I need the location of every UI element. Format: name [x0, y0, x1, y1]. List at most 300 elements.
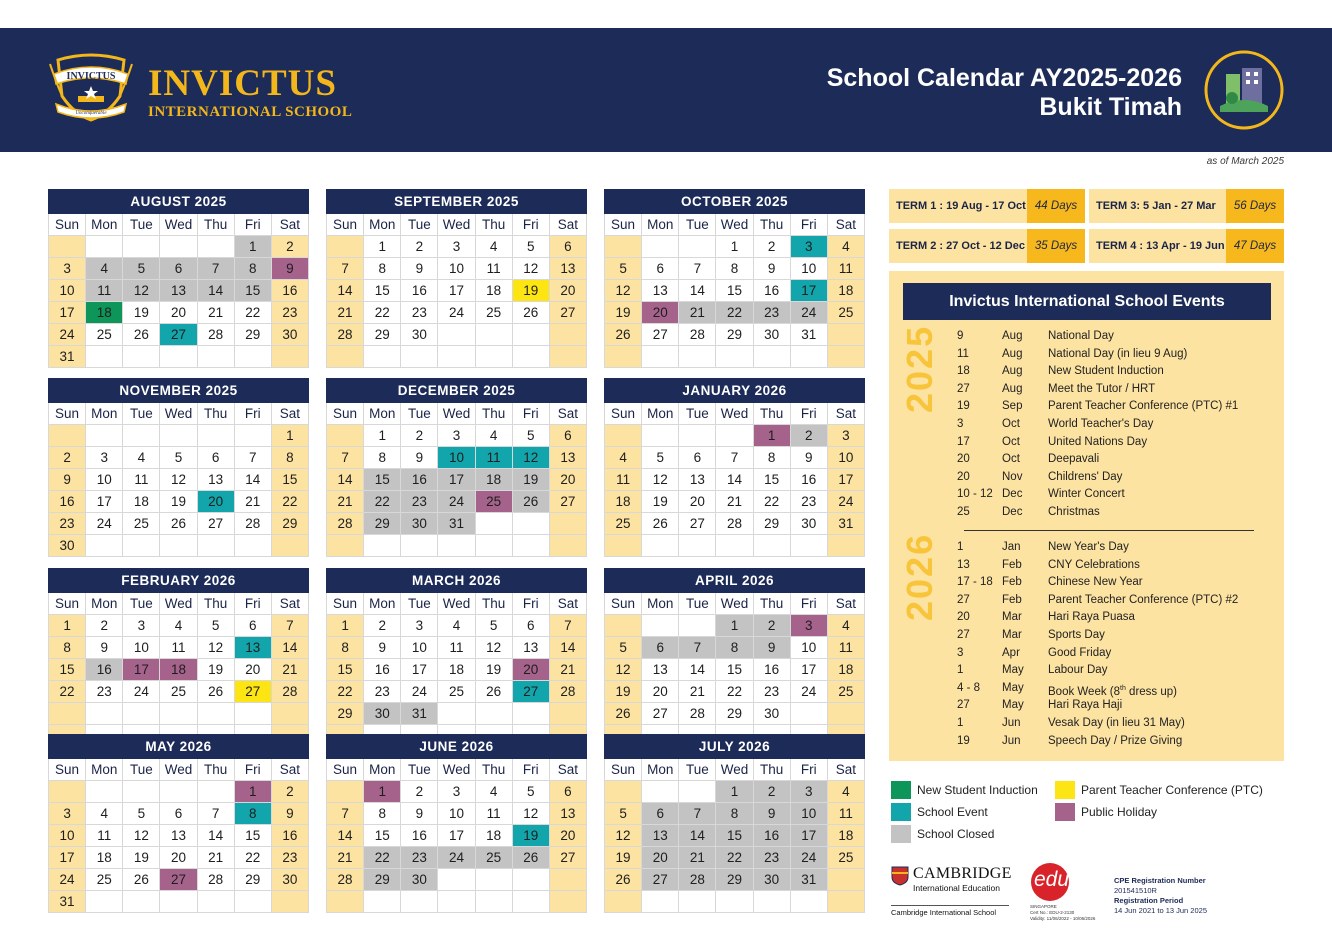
- empty-cell: [476, 891, 513, 913]
- event-date: 20: [957, 453, 970, 466]
- weekday-header: Tue: [401, 593, 438, 615]
- term-label: TERM 1 : 19 Aug - 17 Oct: [896, 200, 1026, 212]
- day-cell: 29: [364, 869, 401, 891]
- day-cell: 16: [272, 280, 309, 302]
- month-grid: [48, 759, 309, 913]
- empty-cell: [272, 891, 309, 913]
- day-cell: 25: [160, 681, 197, 703]
- day-cell: 1: [49, 615, 86, 637]
- day-cell: 9: [401, 447, 438, 469]
- weekday-header: Fri: [513, 759, 550, 781]
- day-cell: 4: [86, 258, 123, 280]
- day-cell: 9: [401, 258, 438, 280]
- weekday-header: Tue: [679, 403, 716, 425]
- event-month: Jun: [1002, 734, 1021, 747]
- day-cell: 2: [401, 781, 438, 803]
- day-cell: 18: [476, 280, 513, 302]
- day-cell: 11: [476, 803, 513, 825]
- empty-cell: [716, 891, 753, 913]
- day-cell: 29: [716, 703, 753, 725]
- day-cell: 15: [716, 280, 753, 302]
- day-cell: 3: [438, 236, 475, 258]
- event-month: Feb: [1002, 576, 1022, 589]
- weekday-header: Sat: [828, 593, 865, 615]
- weekday-header: Wed: [716, 759, 753, 781]
- day-cell: 14: [198, 825, 235, 847]
- weekday-header: Sat: [550, 214, 587, 236]
- day-cell: 30: [754, 703, 791, 725]
- day-cell: 22: [716, 847, 753, 869]
- day-cell: 16: [754, 280, 791, 302]
- day-cell: 7: [327, 803, 364, 825]
- event-month: Feb: [1002, 593, 1022, 606]
- day-cell: 20: [198, 491, 235, 513]
- day-cell: 20: [160, 847, 197, 869]
- day-cell: 26: [642, 513, 679, 535]
- day-cell: 30: [754, 324, 791, 346]
- day-cell: 10: [49, 825, 86, 847]
- day-cell: 6: [160, 803, 197, 825]
- day-cell: 13: [642, 659, 679, 681]
- month-title: JULY 2026: [604, 734, 865, 759]
- day-cell: 16: [364, 659, 401, 681]
- weekday-header: Fri: [791, 214, 828, 236]
- empty-cell: [550, 703, 587, 725]
- day-cell: 1: [235, 236, 272, 258]
- event-month: May: [1002, 699, 1024, 712]
- weekday-header: Wed: [716, 403, 753, 425]
- weekday-header: Sat: [550, 759, 587, 781]
- day-cell: 2: [754, 781, 791, 803]
- cpe-registration: [1114, 876, 1207, 916]
- event-name: Parent Teacher Conference (PTC) #1: [1048, 400, 1239, 413]
- event-name: Meet the Tutor / HRT: [1048, 382, 1156, 395]
- day-cell: 21: [272, 659, 309, 681]
- day-cell: 25: [828, 681, 865, 703]
- day-cell: 11: [438, 637, 475, 659]
- empty-cell: [550, 891, 587, 913]
- weekday-header: Wed: [160, 214, 197, 236]
- day-cell: 17: [438, 469, 475, 491]
- day-cell: 29: [272, 513, 309, 535]
- day-cell: 28: [198, 324, 235, 346]
- day-cell: 15: [364, 469, 401, 491]
- empty-cell: [160, 703, 197, 725]
- day-cell: 6: [235, 615, 272, 637]
- day-cell: 30: [49, 535, 86, 557]
- day-cell: 26: [605, 324, 642, 346]
- event-date: 10 - 12: [957, 488, 993, 501]
- day-cell: 5: [605, 803, 642, 825]
- day-cell: 13: [642, 825, 679, 847]
- day-cell: 7: [327, 447, 364, 469]
- campus-badge-icon: [1204, 50, 1284, 130]
- day-cell: 9: [272, 803, 309, 825]
- day-cell: 18: [476, 825, 513, 847]
- day-cell: 23: [86, 681, 123, 703]
- day-cell: 2: [364, 615, 401, 637]
- empty-cell: [198, 236, 235, 258]
- day-cell: 30: [791, 513, 828, 535]
- empty-cell: [401, 346, 438, 368]
- day-cell: 26: [476, 681, 513, 703]
- weekday-header: Thu: [754, 593, 791, 615]
- day-cell: 2: [86, 615, 123, 637]
- empty-cell: [828, 535, 865, 557]
- empty-cell: [754, 535, 791, 557]
- day-cell: 18: [828, 280, 865, 302]
- weekday-header: Thu: [754, 759, 791, 781]
- day-cell: 27: [160, 869, 197, 891]
- empty-cell: [364, 535, 401, 557]
- empty-cell: [754, 346, 791, 368]
- empty-cell: [716, 346, 753, 368]
- day-cell: 10: [123, 637, 160, 659]
- empty-cell: [198, 346, 235, 368]
- day-cell: 28: [327, 324, 364, 346]
- empty-cell: [716, 425, 753, 447]
- term-days: 47 Days: [1226, 229, 1284, 263]
- month-grid: [326, 403, 587, 557]
- empty-cell: [605, 781, 642, 803]
- day-cell: 14: [550, 637, 587, 659]
- month-title: JUNE 2026: [326, 734, 587, 759]
- day-cell: 26: [513, 847, 550, 869]
- weekday-header: Wed: [716, 593, 753, 615]
- day-cell: 26: [605, 703, 642, 725]
- weekday-header: Mon: [364, 759, 401, 781]
- day-cell: 19: [198, 659, 235, 681]
- empty-cell: [235, 703, 272, 725]
- day-cell: 22: [272, 491, 309, 513]
- empty-cell: [327, 891, 364, 913]
- day-cell: 19: [642, 491, 679, 513]
- year-2026-label: 2026: [899, 532, 940, 621]
- month-title: FEBRUARY 2026: [48, 568, 309, 593]
- month-grid: [48, 214, 309, 368]
- day-cell: 21: [235, 491, 272, 513]
- day-cell: 7: [327, 258, 364, 280]
- event-month: Aug: [1002, 330, 1023, 342]
- day-cell: 25: [828, 302, 865, 324]
- weekday-header: Sun: [605, 759, 642, 781]
- empty-cell: [438, 869, 475, 891]
- empty-cell: [476, 513, 513, 535]
- month-title: NOVEMBER 2025: [48, 378, 309, 403]
- event-name: New Year's Day: [1048, 541, 1129, 553]
- day-cell: 20: [550, 825, 587, 847]
- weekday-header: Tue: [679, 759, 716, 781]
- day-cell: 25: [86, 869, 123, 891]
- day-cell: 5: [476, 615, 513, 637]
- weekday-header: Mon: [364, 214, 401, 236]
- legend-label: Parent Teacher Conference (PTC): [1081, 783, 1263, 797]
- empty-cell: [160, 425, 197, 447]
- empty-cell: [123, 346, 160, 368]
- day-cell: 1: [364, 425, 401, 447]
- empty-cell: [476, 703, 513, 725]
- day-cell: 6: [642, 258, 679, 280]
- day-cell: 17: [791, 825, 828, 847]
- day-cell: 22: [754, 491, 791, 513]
- legend-swatch: [891, 781, 911, 799]
- empty-cell: [550, 324, 587, 346]
- weekday-header: Fri: [791, 593, 828, 615]
- day-cell: 14: [235, 469, 272, 491]
- event-month: Aug: [1002, 365, 1023, 378]
- day-cell: 8: [364, 258, 401, 280]
- day-cell: 7: [198, 803, 235, 825]
- empty-cell: [828, 703, 865, 725]
- empty-cell: [642, 781, 679, 803]
- empty-cell: [272, 703, 309, 725]
- day-cell: 11: [86, 280, 123, 302]
- day-cell: 12: [642, 469, 679, 491]
- empty-cell: [679, 615, 716, 637]
- day-cell: 28: [716, 513, 753, 535]
- weekday-header: Sun: [49, 593, 86, 615]
- weekday-header: Sun: [327, 403, 364, 425]
- event-name-sup: th: [1120, 684, 1126, 692]
- weekday-header: Mon: [86, 214, 123, 236]
- weekday-header: Fri: [235, 593, 272, 615]
- day-cell: 25: [438, 681, 475, 703]
- empty-cell: [160, 535, 197, 557]
- as-of-note: as of March 2025: [1206, 156, 1284, 167]
- month-4: [48, 378, 309, 557]
- day-cell: 18: [605, 491, 642, 513]
- day-cell: 1: [716, 615, 753, 637]
- empty-cell: [642, 891, 679, 913]
- day-cell: 12: [605, 280, 642, 302]
- weekday-header: Sun: [49, 214, 86, 236]
- day-cell: 28: [327, 513, 364, 535]
- cambridge-sub: International Education: [913, 883, 1000, 893]
- day-cell: 24: [438, 847, 475, 869]
- day-cell: 6: [642, 637, 679, 659]
- empty-cell: [513, 513, 550, 535]
- weekday-header: Mon: [642, 214, 679, 236]
- term-2: [889, 229, 1085, 263]
- day-cell: 16: [754, 825, 791, 847]
- weekday-header: Fri: [513, 593, 550, 615]
- day-cell: 2: [401, 236, 438, 258]
- weekday-header: Fri: [791, 403, 828, 425]
- day-cell: 4: [86, 803, 123, 825]
- year-2025-label: 2025: [899, 324, 940, 413]
- empty-cell: [123, 703, 160, 725]
- day-cell: 8: [716, 637, 753, 659]
- day-cell: 21: [327, 302, 364, 324]
- empty-cell: [754, 891, 791, 913]
- day-cell: 16: [49, 491, 86, 513]
- day-cell: 22: [364, 847, 401, 869]
- month-grid: [48, 593, 309, 747]
- event-month: Sep: [1002, 400, 1023, 413]
- empty-cell: [605, 236, 642, 258]
- day-cell: 6: [513, 615, 550, 637]
- day-cell: 29: [235, 324, 272, 346]
- empty-cell: [605, 535, 642, 557]
- day-cell: 6: [679, 447, 716, 469]
- day-cell: 24: [86, 513, 123, 535]
- day-cell: 14: [716, 469, 753, 491]
- weekday-header: Wed: [160, 759, 197, 781]
- day-cell: 5: [160, 447, 197, 469]
- day-cell: 14: [679, 659, 716, 681]
- day-cell: 25: [86, 324, 123, 346]
- day-cell: 13: [679, 469, 716, 491]
- empty-cell: [513, 535, 550, 557]
- weekday-header: Sun: [49, 403, 86, 425]
- day-cell: 27: [235, 681, 272, 703]
- day-cell: 1: [716, 236, 753, 258]
- day-cell: 28: [550, 681, 587, 703]
- weekday-header: Sun: [327, 593, 364, 615]
- weekday-header: Wed: [716, 214, 753, 236]
- day-cell: 5: [605, 637, 642, 659]
- month-7: [48, 568, 309, 747]
- day-cell: 31: [791, 324, 828, 346]
- empty-cell: [401, 535, 438, 557]
- day-cell: 3: [86, 447, 123, 469]
- events-panel: [889, 271, 1284, 761]
- day-cell: 7: [679, 637, 716, 659]
- day-cell: 22: [364, 491, 401, 513]
- day-cell: 28: [235, 513, 272, 535]
- empty-cell: [364, 891, 401, 913]
- empty-cell: [605, 615, 642, 637]
- day-cell: 20: [235, 659, 272, 681]
- day-cell: 31: [49, 346, 86, 368]
- cambridge-shield-icon: [891, 866, 909, 886]
- empty-cell: [86, 781, 123, 803]
- event-name: Speech Day / Prize Giving: [1048, 734, 1183, 747]
- day-cell: 31: [828, 513, 865, 535]
- day-cell: 18: [828, 659, 865, 681]
- day-cell: 7: [272, 615, 309, 637]
- event-month: Jun: [1002, 717, 1021, 729]
- day-cell: 12: [605, 659, 642, 681]
- empty-cell: [401, 891, 438, 913]
- event-date: 13: [957, 558, 970, 571]
- cambridge-name: CAMBRIDGE: [913, 865, 1012, 882]
- day-cell: 5: [605, 258, 642, 280]
- day-cell: 27: [642, 703, 679, 725]
- day-cell: 4: [476, 425, 513, 447]
- month-grid: [48, 403, 309, 557]
- empty-cell: [86, 425, 123, 447]
- day-cell: 12: [123, 825, 160, 847]
- day-cell: 11: [605, 469, 642, 491]
- empty-cell: [550, 513, 587, 535]
- empty-cell: [123, 535, 160, 557]
- day-cell: 11: [160, 637, 197, 659]
- day-cell: 20: [550, 280, 587, 302]
- day-cell: 28: [679, 324, 716, 346]
- event-date: 1: [957, 664, 964, 677]
- weekday-header: Wed: [160, 403, 197, 425]
- day-cell: 31: [401, 703, 438, 725]
- day-cell: 7: [198, 258, 235, 280]
- day-cell: 29: [716, 869, 753, 891]
- empty-cell: [198, 891, 235, 913]
- day-cell: 22: [364, 302, 401, 324]
- event-month: May: [1002, 681, 1024, 694]
- day-cell: 23: [754, 302, 791, 324]
- event-name: National Day (in lieu 9 Aug): [1048, 347, 1188, 360]
- day-cell: 19: [513, 825, 550, 847]
- event-date: 27: [957, 699, 970, 712]
- empty-cell: [123, 425, 160, 447]
- weekday-header: Sat: [828, 214, 865, 236]
- day-cell: 11: [86, 825, 123, 847]
- weekday-header: Sun: [605, 593, 642, 615]
- day-cell: 5: [198, 615, 235, 637]
- day-cell: 3: [401, 615, 438, 637]
- day-cell: 11: [828, 803, 865, 825]
- event-date: 20: [957, 611, 970, 624]
- day-cell: 14: [327, 280, 364, 302]
- event-date: 3: [957, 418, 964, 430]
- empty-cell: [642, 236, 679, 258]
- day-cell: 24: [49, 869, 86, 891]
- header-banner: [0, 28, 1332, 152]
- weekday-header: Wed: [438, 593, 475, 615]
- weekday-header: Sat: [272, 403, 309, 425]
- events-title: Invictus International School Events: [903, 283, 1271, 320]
- month-1: [48, 189, 309, 368]
- day-cell: 8: [754, 447, 791, 469]
- day-cell: 7: [716, 447, 753, 469]
- day-cell: 17: [791, 659, 828, 681]
- event-month: Oct: [1002, 418, 1020, 430]
- cpe-period-label: Registration Period: [1114, 896, 1184, 905]
- month-title: MAY 2026: [48, 734, 309, 759]
- empty-cell: [49, 781, 86, 803]
- empty-cell: [86, 236, 123, 258]
- month-grid: [326, 759, 587, 913]
- day-cell: 4: [476, 236, 513, 258]
- month-3: [604, 189, 865, 368]
- weekday-header: Wed: [438, 214, 475, 236]
- event-date: 27: [957, 382, 970, 395]
- event-date: 3: [957, 646, 964, 659]
- month-2: [326, 189, 587, 368]
- day-cell: 3: [438, 781, 475, 803]
- month-title: JANUARY 2026: [604, 378, 865, 403]
- empty-cell: [476, 869, 513, 891]
- event-name: Winter Concert: [1048, 488, 1125, 501]
- weekday-header: Mon: [364, 403, 401, 425]
- day-cell: 4: [438, 615, 475, 637]
- term-days: 56 Days: [1226, 189, 1284, 223]
- day-cell: 8: [716, 258, 753, 280]
- day-cell: 13: [235, 637, 272, 659]
- day-cell: 22: [235, 847, 272, 869]
- month-9: [604, 568, 865, 747]
- day-cell: 13: [642, 280, 679, 302]
- event-name-part: Book Week (8: [1048, 685, 1121, 698]
- event-name: Deepavali: [1048, 453, 1100, 466]
- term-3: [1089, 189, 1284, 223]
- day-cell: 13: [550, 803, 587, 825]
- empty-cell: [86, 346, 123, 368]
- empty-cell: [86, 535, 123, 557]
- day-cell: 30: [272, 869, 309, 891]
- day-cell: 16: [401, 280, 438, 302]
- day-cell: 5: [513, 425, 550, 447]
